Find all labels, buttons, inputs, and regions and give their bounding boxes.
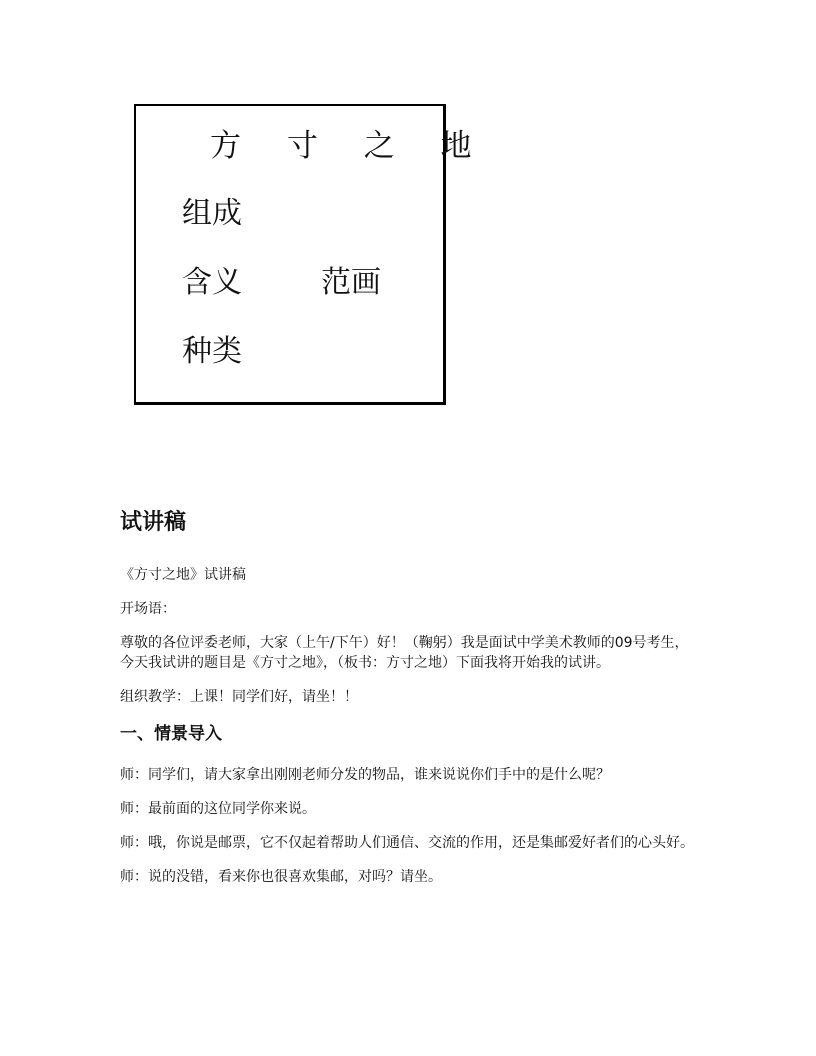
section-heading-intro: 一、情景导入 [120, 724, 222, 744]
opening-label: 开场语： [120, 601, 176, 617]
board-title: 方 寸 之 地 [210, 128, 490, 164]
board-item-example: 范画 [321, 265, 381, 300]
dialogue-line: 师：最前面的这位同学你来说。 [120, 801, 316, 817]
dialogue-line: 师：同学们，请大家拿出刚刚老师分发的物品，谁来说说你们手中的是什么呢？ [120, 767, 610, 783]
board-item-composition: 组成 [182, 196, 242, 231]
opening-paragraph: 尊敬的各位评委老师，大家（上午/下午）好！（鞠躬）我是面试中学美术教师的09号考生，今天我试讲的题目是《方寸之地》，（板书：方寸之地）下面我将开始我的试讲。 [120, 635, 689, 671]
organize-paragraph: 组织教学：上课！同学们好，请坐！！ [120, 689, 358, 705]
blackboard-diagram [134, 104, 490, 405]
dialogue-line: 师：哦，你说是邮票，它不仅起着帮助人们通信、交流的作用，还是集邮爱好者们的心头好。 [120, 835, 694, 851]
board-item-types: 种类 [182, 334, 242, 369]
dialogue-line: 师：说的没错，看来你也很喜欢集邮，对吗？请坐。 [120, 869, 442, 885]
board-item-meaning: 含义 [182, 265, 242, 300]
document-title: 试讲稿 [120, 510, 187, 535]
document-body [120, 505, 700, 901]
document-subtitle: 《方寸之地》试讲稿 [120, 567, 246, 583]
